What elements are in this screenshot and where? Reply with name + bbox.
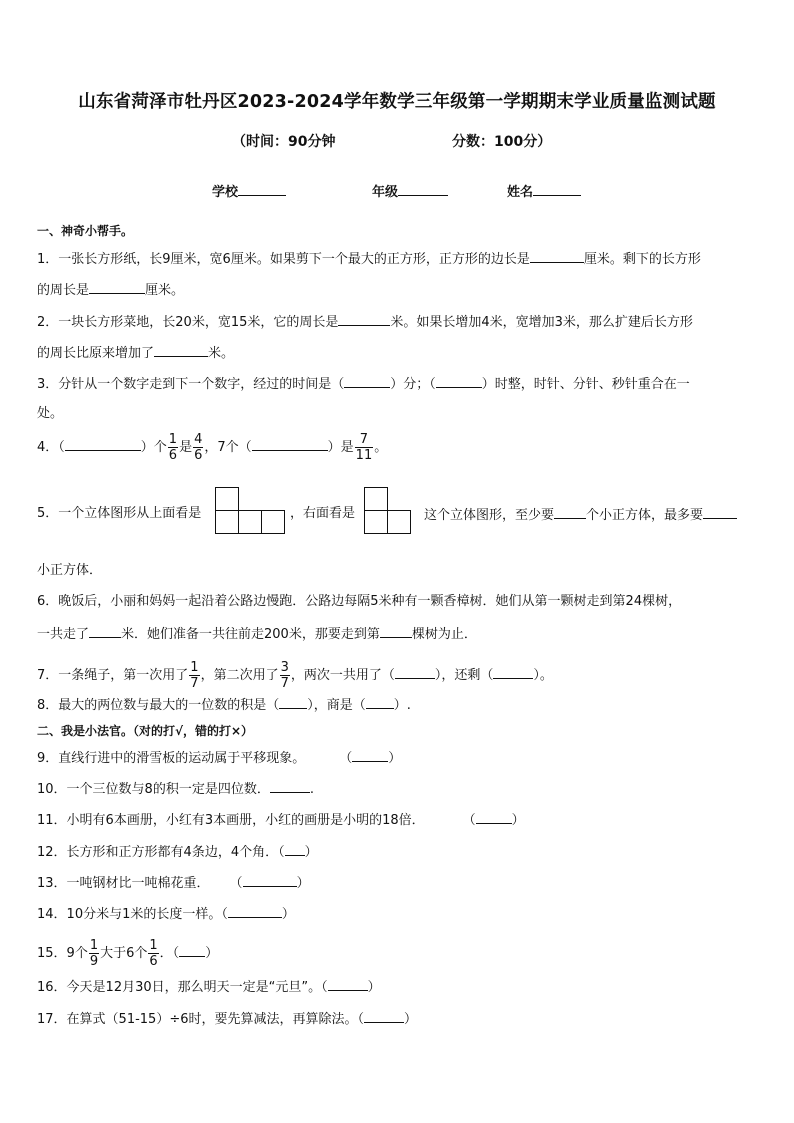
q6-blank-2[interactable] xyxy=(380,623,412,638)
q7-text-a: 7．一条绳子，第一次用了 xyxy=(37,668,189,683)
q7-blank-2[interactable] xyxy=(493,664,533,679)
q17-text-a: 17．在算式（51-15）÷6时，要先算减法，再算除法。（ xyxy=(37,1012,364,1027)
question-1-line-1 xyxy=(37,248,701,270)
q6-text-b: 一共走了 xyxy=(37,627,90,642)
q7-text-e: ）。 xyxy=(533,668,553,683)
question-11 xyxy=(37,809,525,831)
q4-fraction-1-numerator: 1 xyxy=(168,432,178,447)
question-3-line-1 xyxy=(37,373,690,395)
question-13 xyxy=(37,872,310,894)
q4-fraction-1-denominator: 6 xyxy=(168,448,178,463)
right-view-cell xyxy=(387,510,411,534)
q9-blank[interactable] xyxy=(352,747,388,762)
q13-text-a: 13．一吨钢材比一吨棉花重． xyxy=(37,876,210,891)
q6-blank-1[interactable] xyxy=(89,623,121,638)
q5-text-e: 小正方体． xyxy=(37,563,103,578)
q4-fraction-3 xyxy=(355,432,374,463)
section-2-heading: 二、我是小法官。（对的打√，错的打×） xyxy=(37,724,254,738)
q3-text-b: ）分；（ xyxy=(390,377,436,392)
question-5-end xyxy=(424,504,737,526)
q1-text-d: 厘米。 xyxy=(145,283,185,298)
q16-text-b: ） xyxy=(367,980,381,995)
q1-text-c: 的周长是 xyxy=(37,283,90,298)
question-3-line-2 xyxy=(37,404,63,424)
q4-blank-1[interactable] xyxy=(65,436,141,451)
top-view-cell xyxy=(215,487,239,511)
q14-blank[interactable] xyxy=(228,903,282,918)
q3-text-a: 3．分针从一个数字走到下一个数字，经过的时间是（ xyxy=(37,377,345,392)
q3-blank-1[interactable] xyxy=(344,373,390,388)
q14-text-a: 14．10分米与1米的长度一样。（ xyxy=(37,907,228,922)
question-6-line-1 xyxy=(37,592,681,612)
q16-text-a: 16．今天是12月30日，那么明天一定是“元旦”。（ xyxy=(37,980,328,995)
q5-text-a: 5．一个立体图形从上面看是 xyxy=(37,506,202,521)
q15-fraction-1-numerator: 1 xyxy=(89,938,99,953)
q7-fraction-2-denominator: 7 xyxy=(280,676,289,691)
question-14 xyxy=(37,903,295,925)
q4-blank-2[interactable] xyxy=(252,436,328,451)
q4-text-c: 是 xyxy=(179,440,193,455)
right-view-cell xyxy=(364,487,388,511)
q5-blank-1[interactable] xyxy=(554,504,586,519)
section-1-heading: 一、神奇小帮手。 xyxy=(37,224,134,238)
q15-fraction-1 xyxy=(89,938,99,969)
question-7 xyxy=(37,660,553,691)
school-field[interactable] xyxy=(212,181,286,200)
q5-blank-2[interactable] xyxy=(703,504,737,519)
q4-text-a: 4．（ xyxy=(37,440,65,455)
name-label: 姓名 xyxy=(507,185,534,200)
q2-blank-1[interactable] xyxy=(338,311,390,326)
q14-text-b: ） xyxy=(281,907,295,922)
q8-blank-2[interactable] xyxy=(366,694,394,709)
q4-fraction-2-numerator: 4 xyxy=(194,432,203,447)
q6-text-c: 米．她们准备一共往前走200米，那要走到第 xyxy=(121,627,380,642)
q13-blank[interactable] xyxy=(243,872,297,887)
q11-text-b: （ xyxy=(462,813,476,828)
q4-fraction-3-denominator: 11 xyxy=(355,448,373,463)
exam-time: （时间：90分钟 xyxy=(232,134,336,150)
q15-fraction-1-denominator: 9 xyxy=(89,954,99,969)
question-12 xyxy=(37,841,318,863)
q15-text-b: 大于6个 xyxy=(100,946,148,961)
q8-text-b: ），商是（ xyxy=(307,698,366,713)
q4-fraction-2-denominator: 6 xyxy=(194,448,203,463)
q15-text-a: 15．9个 xyxy=(37,946,88,961)
question-2-line-1 xyxy=(37,311,693,333)
q2-text-c: 的周长比原来增加了 xyxy=(37,346,155,361)
q7-fraction-1-denominator: 7 xyxy=(190,676,199,691)
question-5-line-1 xyxy=(37,504,201,524)
q13-text-b: （ xyxy=(229,876,243,891)
q11-text-c: ） xyxy=(511,813,525,828)
question-9 xyxy=(37,747,401,769)
grade-blank[interactable] xyxy=(398,181,448,196)
q1-blank-2[interactable] xyxy=(89,279,145,294)
question-6-line-2 xyxy=(37,623,477,645)
q2-blank-2[interactable] xyxy=(154,342,208,357)
q7-text-b: ，第二次用了 xyxy=(200,668,279,683)
q7-fraction-1-numerator: 1 xyxy=(190,660,199,675)
q6-text-a: 6．晚饭后，小丽和妈妈一起沿着公路边慢跑．公路边每隔5米种有一颗香樟树．她们从第一颗树走到第24棵树， xyxy=(37,594,682,609)
q1-text-a: 1．一张长方形纸，长9厘米，宽6厘米。如果剪下一个最大的正方形，正方形的边长是 xyxy=(37,252,530,267)
question-8 xyxy=(37,694,411,716)
q7-blank-1[interactable] xyxy=(395,664,435,679)
exam-score: 分数：100分） xyxy=(452,134,552,150)
q15-fraction-2-denominator: 6 xyxy=(149,954,158,969)
grade-label: 年级 xyxy=(372,185,399,200)
q2-text-d: 米。 xyxy=(208,346,235,361)
q9-text-b: （ xyxy=(339,751,353,766)
top-view-cell xyxy=(215,510,239,534)
q8-blank-1[interactable] xyxy=(279,694,307,709)
name-field[interactable] xyxy=(507,181,581,200)
q13-text-c: ） xyxy=(296,876,310,891)
question-1-line-2 xyxy=(37,279,184,301)
q12-text-b: ） xyxy=(304,845,318,860)
q10-blank[interactable] xyxy=(270,778,310,793)
school-blank[interactable] xyxy=(238,181,286,196)
q15-fraction-2 xyxy=(148,938,158,969)
question-10 xyxy=(37,778,314,800)
q12-text-a: 12．长方形和正方形都有4条边，4个角．（ xyxy=(37,845,285,860)
q4-text-e: ）是 xyxy=(327,440,354,455)
question-15 xyxy=(37,938,218,969)
q4-fraction-3-numerator: 7 xyxy=(355,432,374,448)
q15-fraction-2-numerator: 1 xyxy=(149,938,158,953)
top-view-cell xyxy=(238,510,262,534)
q4-text-g: 。 xyxy=(374,440,388,455)
question-16 xyxy=(37,976,381,998)
q11-text-a: 11．小明有6本画册，小红有3本画册，小红的画册是小明的18倍． xyxy=(37,813,425,828)
q17-blank[interactable] xyxy=(364,1008,404,1023)
q8-text-c: ）. xyxy=(393,698,411,713)
q7-fraction-1 xyxy=(189,660,199,691)
right-view-cell xyxy=(364,510,388,534)
q5-text-b: ，右面看是 xyxy=(290,506,356,521)
question-5-mid xyxy=(290,504,355,524)
q12-blank[interactable] xyxy=(285,841,305,856)
q17-text-b: ） xyxy=(403,1012,417,1027)
q2-text-b: 米。如果长增加4米，宽增加3米，那么扩建后长方形 xyxy=(390,315,693,330)
q5-text-c: 这个立体图形，至少要 xyxy=(424,508,555,523)
q7-text-c: ，两次一共用了（ xyxy=(290,668,395,683)
q15-text-c: ．（ xyxy=(159,946,180,961)
q11-blank[interactable] xyxy=(476,809,512,824)
q7-fraction-2 xyxy=(280,660,290,691)
q4-text-b: ）个 xyxy=(140,440,167,455)
page-title: 山东省菏泽市牡丹区2023-2024学年数学三年级第一学期期末学业质量监测试题 xyxy=(78,92,716,112)
top-view-cell xyxy=(261,510,285,534)
school-label: 学校 xyxy=(212,185,239,200)
q3-blank-2[interactable] xyxy=(436,373,482,388)
q15-blank[interactable] xyxy=(179,942,205,957)
q7-text-d: ），还剩（ xyxy=(434,668,494,683)
question-2-line-2 xyxy=(37,342,234,364)
q3-text-c: ）时整，时针、分针、秒针重合在一 xyxy=(481,377,690,392)
q4-fraction-2 xyxy=(193,432,203,463)
q16-blank[interactable] xyxy=(328,976,368,991)
q15-text-d: ） xyxy=(205,946,219,961)
q9-text-c: ） xyxy=(388,751,402,766)
q6-text-d: 棵树为止． xyxy=(411,627,477,642)
q1-text-b: 厘米。剩下的长方形 xyxy=(583,252,701,267)
q2-text-a: 2．一块长方形菜地，长20米，宽15米，它的周长是 xyxy=(37,315,339,330)
q1-blank-1[interactable] xyxy=(530,248,584,263)
q5-text-d: 个小正方体，最多要 xyxy=(586,508,704,523)
name-blank[interactable] xyxy=(533,181,581,196)
q8-text-a: 8．最大的两位数与最大的一位数的积是（ xyxy=(37,698,280,713)
q4-text-d: ，7个（ xyxy=(204,440,252,455)
q9-text-a: 9．直线行进中的滑雪板的运动属于平移现象。 xyxy=(37,751,306,766)
question-17 xyxy=(37,1008,417,1030)
grade-field[interactable] xyxy=(372,181,448,200)
q10-text-a: 10．一个三位数与8的积一定是四位数． xyxy=(37,782,270,797)
question-5-line-2 xyxy=(37,561,102,581)
q4-fraction-1 xyxy=(168,432,178,463)
question-4 xyxy=(37,432,387,463)
q3-text-d: 处。 xyxy=(37,406,64,421)
q10-text-b: . xyxy=(309,782,314,797)
q7-fraction-2-numerator: 3 xyxy=(280,660,289,675)
